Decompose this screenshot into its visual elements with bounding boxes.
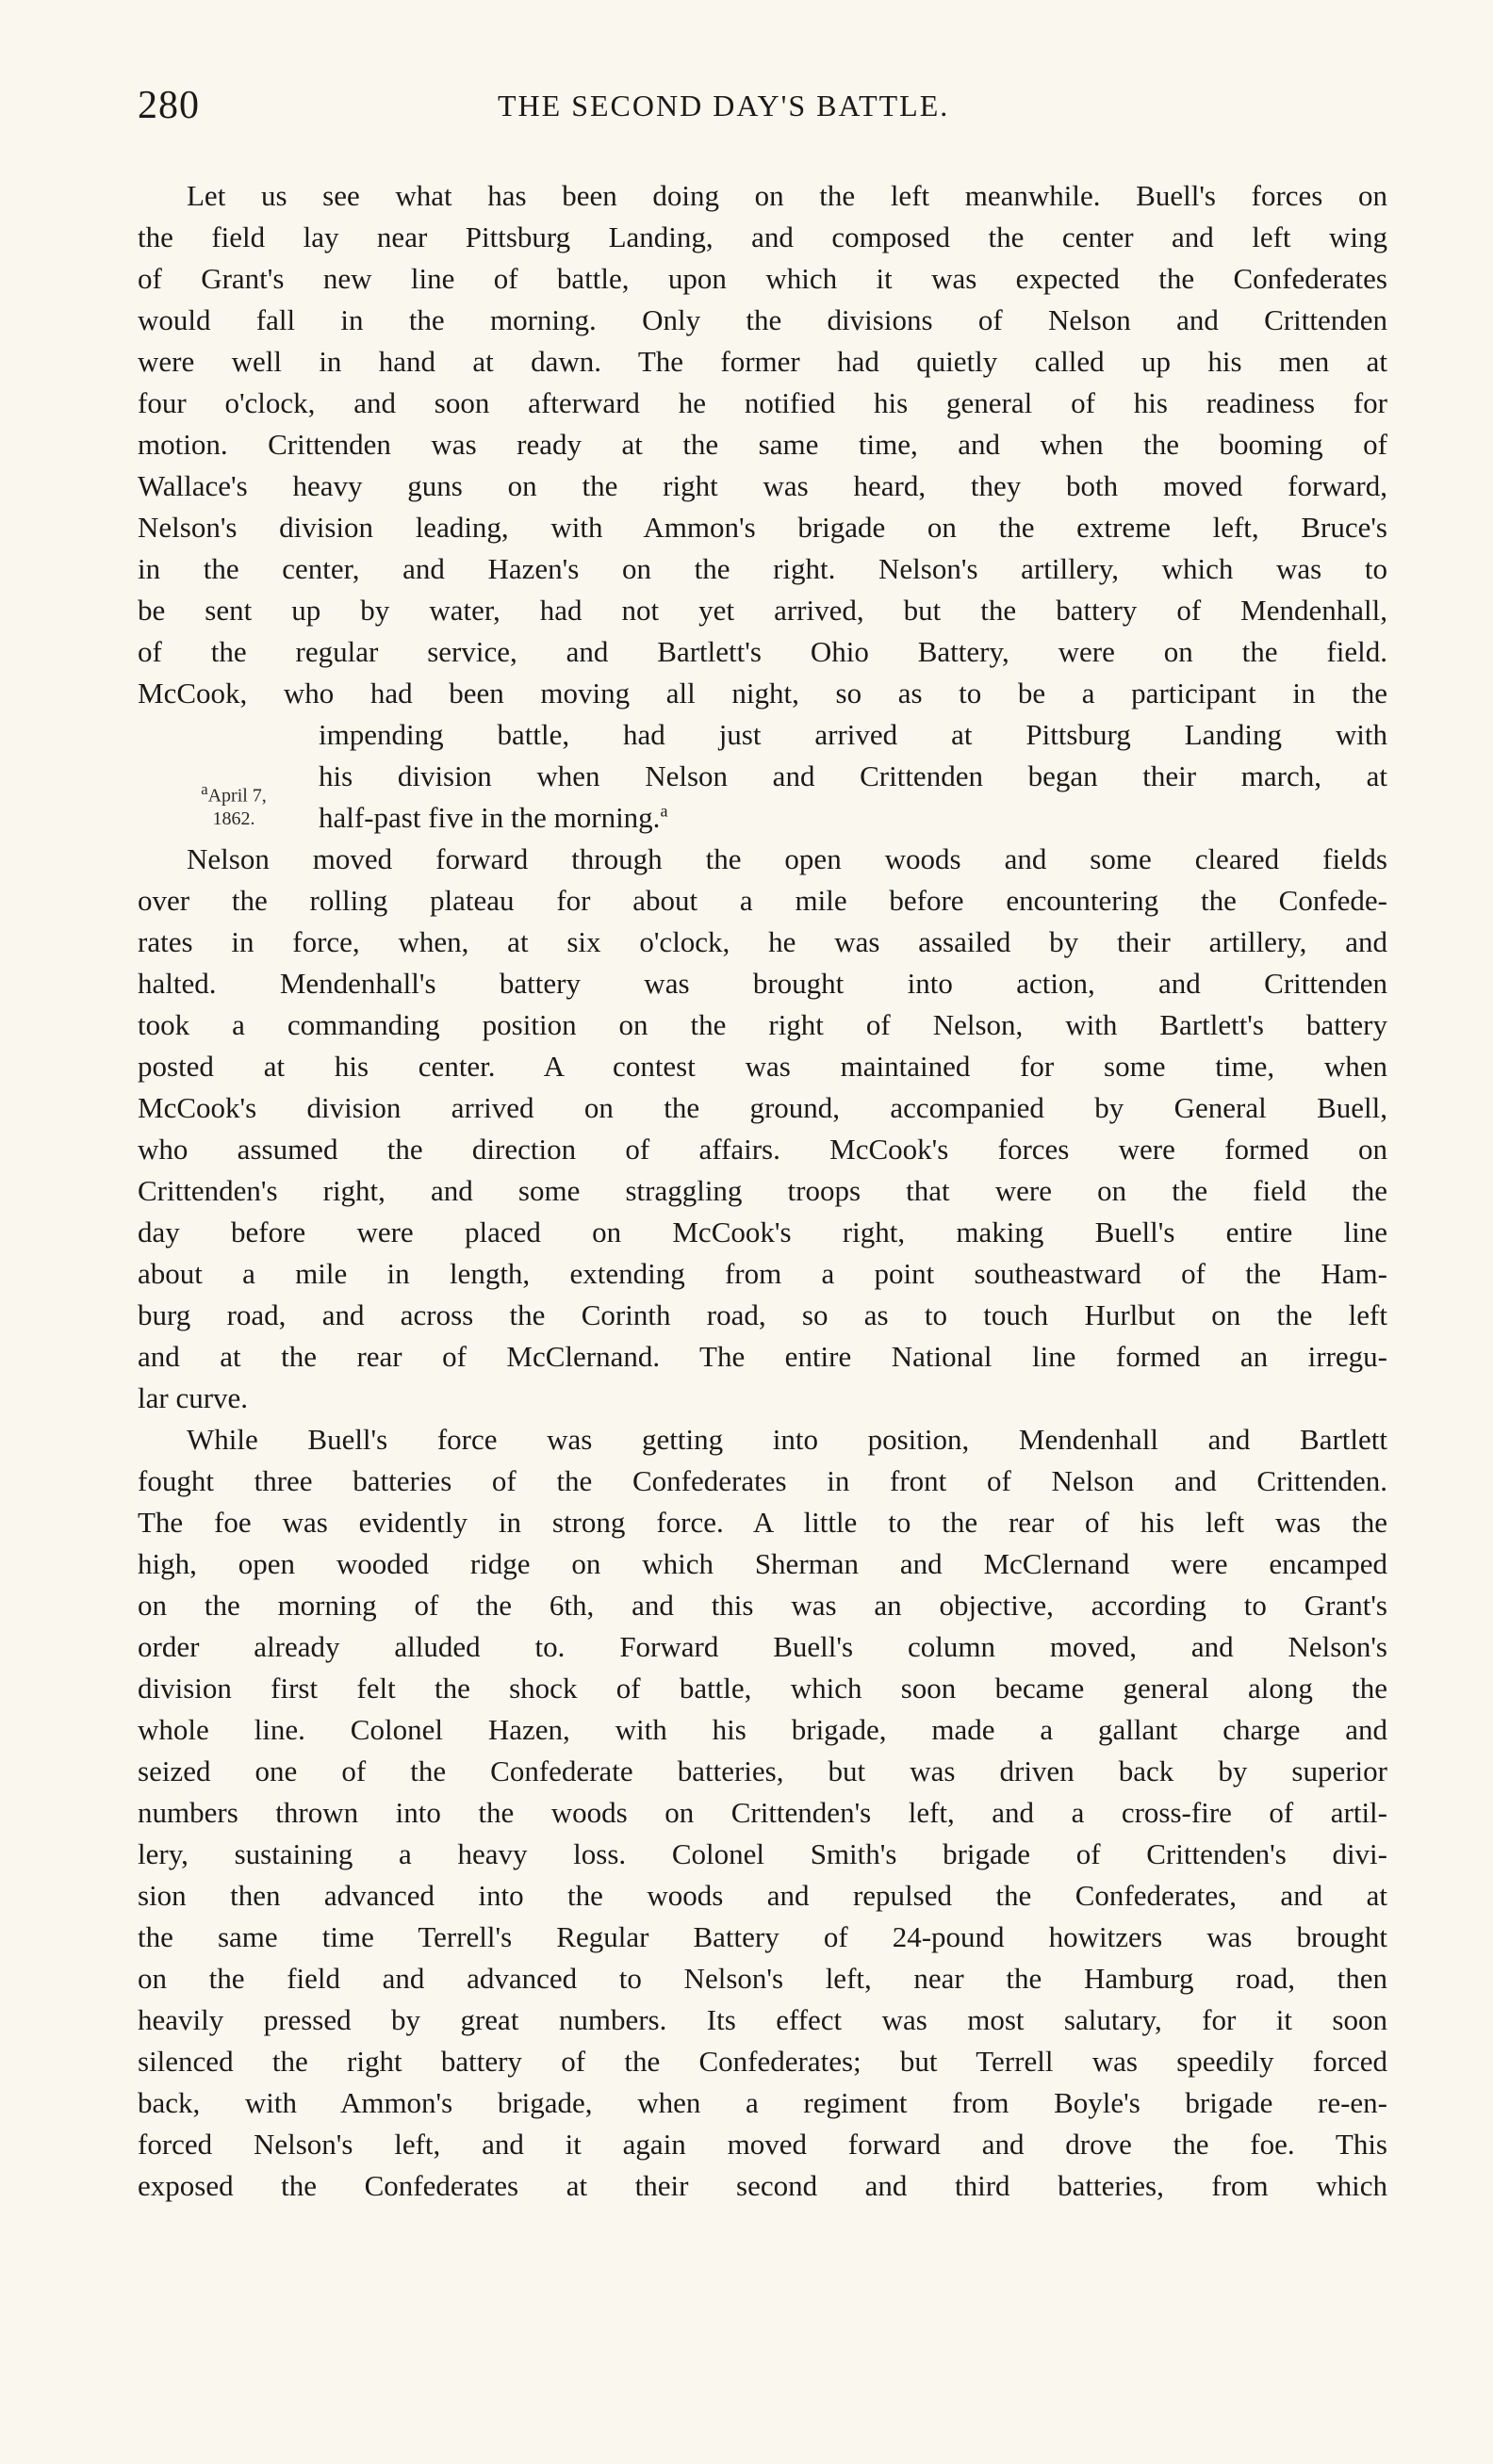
text-line: high, open wooded ridge on which Sherman and McClernand were encamped bbox=[138, 1547, 1387, 1580]
margin-note-month-day: April 7, bbox=[207, 785, 267, 807]
text-line: silenced the right battery of the Confederates; but Terrell was speedily forced bbox=[138, 2045, 1387, 2078]
text-line: The foe was evidently in strong force. A little to the rear of his left was the bbox=[138, 1506, 1387, 1539]
text-line: the field lay near Pittsburg Landing, and composed the center and left wing bbox=[138, 220, 1387, 253]
text-line: lar curve. bbox=[138, 1381, 249, 1414]
text-line: of Grant's new line of battle, upon which it was expected the Confederates bbox=[138, 262, 1387, 295]
text-line-content: half-past five in the morning. bbox=[319, 801, 661, 834]
text-line: day before were placed on McCook's right, making Buell's entire line bbox=[138, 1216, 1387, 1248]
text-line: heavily pressed by great numbers. Its effect was most salutary, for it soon bbox=[138, 2003, 1387, 2036]
text-line: rates in force, when, at six o'clock, he was assailed by their artillery, and bbox=[138, 925, 1387, 958]
text-line: lery, sustaining a heavy loss. Colonel Smith's brigade of Crittenden's divi- bbox=[138, 1837, 1387, 1870]
text-line: McCook, who had been moving all night, so as to be a participant in the bbox=[138, 677, 1387, 710]
text-line: McCook's division arrived on the ground, accompanied by General Buell, bbox=[138, 1091, 1387, 1124]
text-line: sion then advanced into the woods and repulsed the Confederates, and at bbox=[138, 1879, 1387, 1912]
text-line: fought three batteries of the Confederates in front of Nelson and Crittenden. bbox=[138, 1464, 1387, 1497]
margin-note bbox=[168, 778, 300, 830]
text-line: halted. Mendenhall's battery was brought into action, and Crittenden bbox=[138, 967, 1387, 1000]
text-line: took a commanding position on the right of Nelson, with Bartlett's battery bbox=[138, 1008, 1387, 1041]
margin-note-marker: a bbox=[201, 780, 208, 798]
text-line: would fall in the morning. Only the divisions of Nelson and Crittenden bbox=[138, 303, 1387, 336]
text-line: whole line. Colonel Hazen, with his brigade, made a gallant charge and bbox=[138, 1713, 1387, 1746]
text-line: on the field and advanced to Nelson's left, near the Hamburg road, then bbox=[138, 1962, 1387, 1995]
text-line bbox=[319, 797, 1387, 839]
text-line: were well in hand at dawn. The former had quietly called up his men at bbox=[138, 345, 1387, 378]
text-line: While Buell's force was getting into position, Mendenhall and Bartlett bbox=[187, 1423, 1387, 1456]
margin-note-date bbox=[168, 778, 300, 808]
text-line: be sent up by water, had not yet arrived, but the battery of Mendenhall, bbox=[138, 594, 1387, 627]
text-line: motion. Crittenden was ready at the same time, and when the booming of bbox=[138, 428, 1387, 461]
text-line: order already alluded to. Forward Buell's column moved, and Nelson's bbox=[138, 1630, 1387, 1663]
text-line: exposed the Confederates at their second and third batteries, from which bbox=[138, 2169, 1387, 2202]
footnote-marker: a bbox=[660, 801, 668, 821]
margin-note-year: 1862. bbox=[212, 808, 255, 829]
running-head: THE SECOND DAY'S BATTLE. bbox=[498, 89, 950, 122]
text-line: Nelson's division leading, with Ammon's brigade on the extreme left, Bruce's bbox=[138, 511, 1387, 544]
page-number: 280 bbox=[138, 84, 200, 127]
text-line: Wallace's heavy guns on the right was heard, they both moved forward, bbox=[138, 469, 1387, 502]
text-line: the same time Terrell's Regular Battery of 24-pound howitzers was brought bbox=[138, 1920, 1387, 1953]
text-line: burg road, and across the Corinth road, so as to touch Hurlbut on the left bbox=[138, 1298, 1387, 1331]
text-line: about a mile in length, extending from a point southeastward of the Ham- bbox=[138, 1257, 1387, 1290]
text-line: Nelson moved forward through the open woods and some cleared fields bbox=[187, 842, 1387, 875]
text-line: division first felt the shock of battle, which soon became general along the bbox=[138, 1672, 1387, 1705]
text-line: and at the rear of McClernand. The entire National line formed an irregu- bbox=[138, 1340, 1387, 1373]
text-line: back, with Ammon's brigade, when a regiment from Boyle's brigade re-en- bbox=[138, 2086, 1387, 2119]
text-line: who assumed the direction of affairs. McCook's forces were formed on bbox=[138, 1133, 1387, 1166]
text-line: over the rolling plateau for about a mile before encountering the Confede- bbox=[138, 884, 1387, 917]
text-line: forced Nelson's left, and it again moved forward and drove the foe. This bbox=[138, 2128, 1387, 2161]
text-line: Let us see what has been doing on the left meanwhile. Buell's forces on bbox=[187, 179, 1387, 212]
text-line: on the morning of the 6th, and this was an objective, according to Grant's bbox=[138, 1589, 1387, 1622]
text-line: of the regular service, and Bartlett's Ohio Battery, were on the field. bbox=[138, 635, 1387, 668]
text-line: in the center, and Hazen's on the right. Nelson's artillery, which was to bbox=[138, 552, 1387, 585]
text-line: Crittenden's right, and some straggling troops that were on the field the bbox=[138, 1174, 1387, 1207]
text-line: numbers thrown into the woods on Crittenden's left, and a cross-fire of artil- bbox=[138, 1796, 1387, 1829]
text-line: impending battle, had just arrived at Pittsburg Landing with bbox=[319, 718, 1387, 751]
text-line: his division when Nelson and Crittenden began their march, at bbox=[319, 759, 1387, 792]
text-line: four o'clock, and soon afterward he notified his general of his readiness for bbox=[138, 386, 1387, 419]
text-line: posted at his center. A contest was maintained for some time, when bbox=[138, 1050, 1387, 1083]
text-line: seized one of the Confederate batteries, but was driven back by superior bbox=[138, 1754, 1387, 1787]
